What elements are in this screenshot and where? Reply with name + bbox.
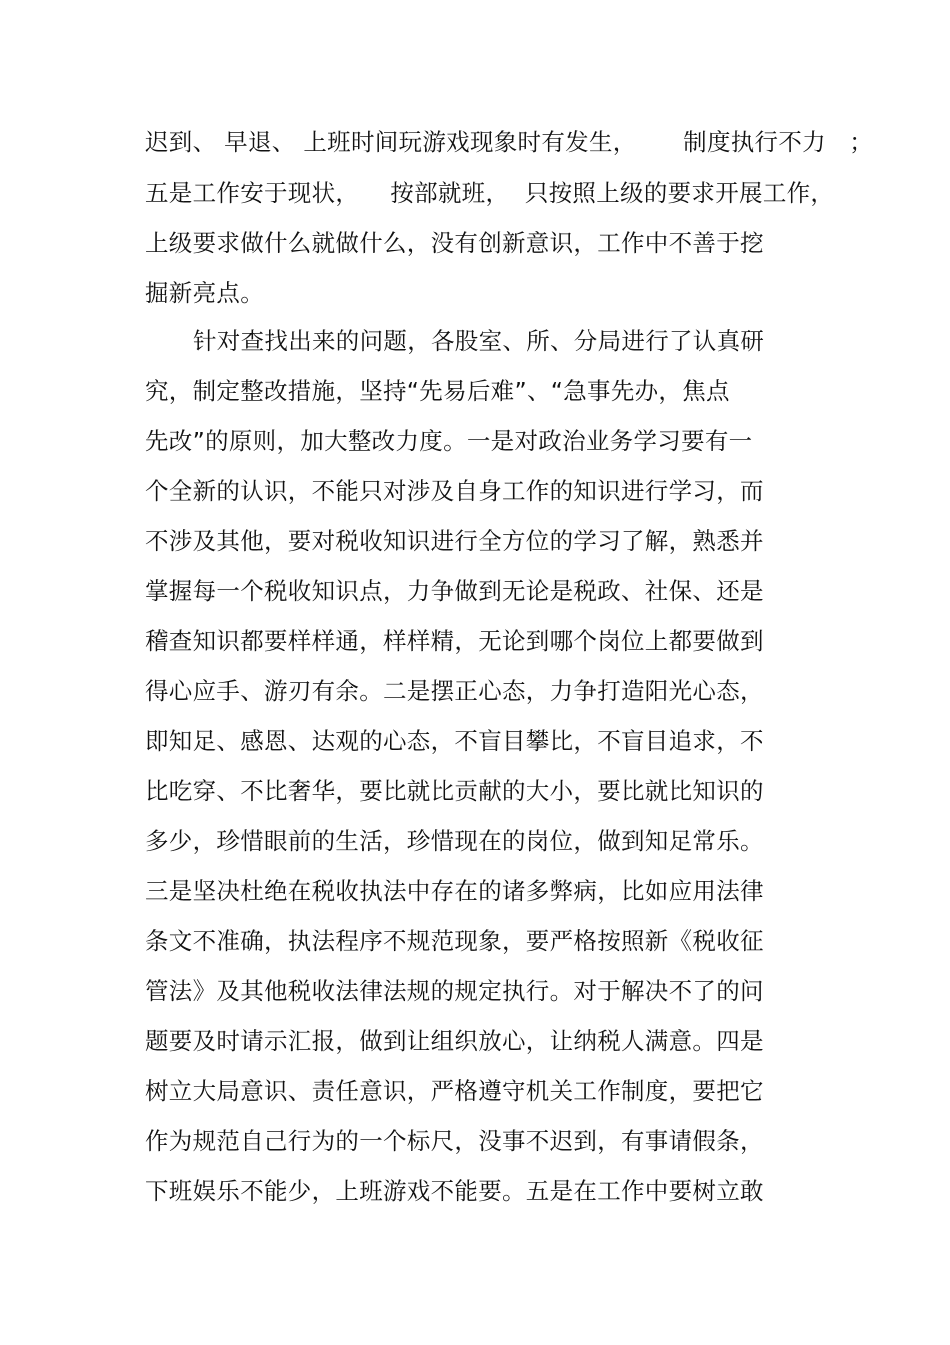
text-line: 得心应手、游刃有余。二是摆正心态，力争打造阳光心态，	[145, 677, 764, 705]
text-line: 多少，珍惜眼前的生活，珍惜现在的岗位，做到知足常乐。	[145, 827, 764, 855]
paragraph-first-line: 针对查找出来的问题，各股室、所、分局进行了认真研	[193, 327, 765, 355]
text-line: 掌握每一个税收知识点，力争做到无论是税政、社保、还是	[145, 577, 764, 605]
text-line: 掘新亮点。	[145, 279, 264, 307]
text-line: 管法》及其他税收法律法规的规定执行。对于解决不了的问	[145, 977, 764, 1005]
text-line: 不涉及其他，要对税收知识进行全方位的学习了解，熟悉并	[145, 527, 764, 555]
text-line: 下班娱乐不能少，上班游戏不能要。五是在工作中要树立敢	[145, 1177, 764, 1205]
text-line: 作为规范自己行为的一个标尺，没事不迟到，有事请假条，	[145, 1127, 764, 1155]
text-line: 题要及时请示汇报，做到让组织放心，让纳税人满意。四是	[145, 1027, 764, 1055]
text-line: 迟到、 早退、 上班时间玩游戏现象时有发生， 制度执行不力 ；	[145, 128, 874, 156]
text-line: 究，制定整改措施，坚持“先易后难”、“急事先办，焦点	[145, 377, 730, 405]
text-line: 稽查知识都要样样通，样样精，无论到哪个岗位上都要做到	[145, 627, 764, 655]
text-line: 上级要求做什么就做什么，没有创新意识，工作中不善于挖	[145, 229, 764, 257]
text-line: 树立大局意识、责任意识，严格遵守机关工作制度，要把它	[145, 1077, 764, 1105]
text-line: 个全新的认识，不能只对涉及自身工作的知识进行学习，而	[145, 477, 764, 505]
text-line: 三是坚决杜绝在税收执法中存在的诸多弊病，比如应用法律	[145, 877, 764, 905]
text-line: 五是工作安于现状， 按部就班， 只按照上级的要求开展工作，	[145, 179, 835, 207]
text-line: 即知足、感恩、达观的心态，不盲目攀比，不盲目追求，不	[145, 727, 764, 755]
text-line: 比吃穿、不比奢华，要比就比贡献的大小，要比就比知识的	[145, 777, 764, 805]
text-line: 先改”的原则，加大整改力度。一是对政治业务学习要有一	[145, 427, 753, 455]
text-line: 条文不准确，执法程序不规范现象，要严格按照新《税收征	[145, 927, 764, 955]
